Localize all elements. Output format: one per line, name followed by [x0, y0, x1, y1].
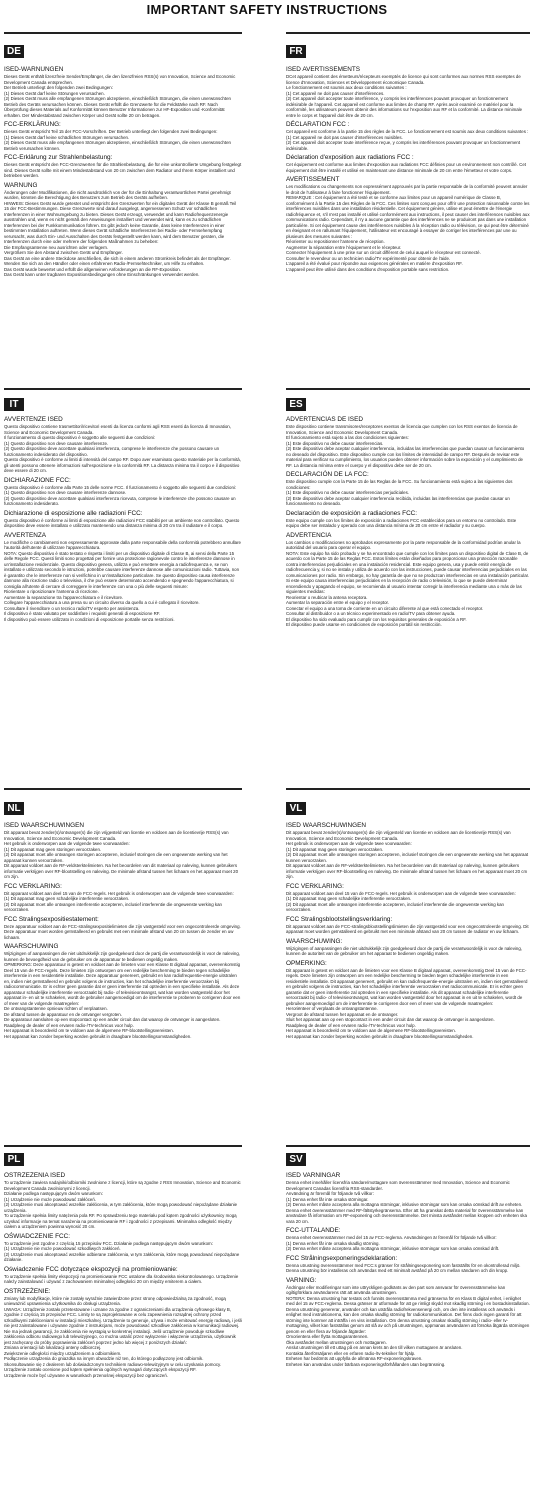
paragraph: To urządzenie zawiera nadajniki/odbiorniki zwolnione z licencji, które są zgodne z RSS Innovation, Science and Economic Development Canada zwolnionymi z licencji. Działanie podlega następującym dwóm warunkom: (1) Urządzenie nie może powodować zakłóceń. (2) Urządzenie musi akceptować wszelkie zakłócenia, w tym zakłócenia, które mogą powodować niepożądane działanie urządzenia. To urządzenie spełnia limity natężenia pola RF. Po sprawdzeniu tego materiału pod kątem zgodności użytkownicy mogą uzyskać informacje na temat narażenia na promieniowanie RF i zgodności z przepisami. Minimalna odległość między ciałem a urządzeniem powinna wynosić 20 cm.	[4, 1180, 241, 1229]
heading: FCC VERKLARING:	[286, 882, 344, 890]
column-it	[4, 416, 242, 718]
paragraph: Este equipo cumple con los límites de exposición a radiaciones FCC establecidos para un entorno no controlado. Este equipo debe ser instalado y operado con una distancia mínima de 20 cm entre el radiador y su cuerpo.	[286, 517, 517, 528]
section-divider	[4, 788, 242, 790]
column-sv	[286, 1172, 530, 1498]
heading: DÉCLARATION FCC :	[286, 121, 350, 128]
heading: DECLARACIÓN DE LA FCC:	[286, 471, 369, 478]
heading: FCC Stralingsexpositiestatement:	[4, 915, 99, 923]
paragraph: To urządzenie jest zgodne z częścią 15 przepisów FCC. Działanie podlega następującym dwóm warunkom: (1) Urządzenie nie może powodować szkodliwych zakłóceń. (2) Urządzenie musi akceptować wszelkie odbierane zakłócenia, w tym zakłócenia, które mogą powodować niepożądane działanie.	[4, 1240, 240, 1262]
section-divider	[286, 388, 530, 390]
heading: AVVERTENZA	[4, 531, 47, 539]
paragraph: Questo dispositivo contiene trasmettitori/ricevitori esenti da licenza conformi agli RSS esenti da licenza di Innovation, Science and Economic Development Canada. Il funzionamento di questo dispositivo è soggetto alle seguenti due condizioni: (1) Questo dispositivo non deve causare interferenze. (2) Questo dispositivo deve accettare qualsiasi interferenza, comprese le interferenze che possono causare un funzionamento indesiderato del dispositivo. Questo dispositivo è conforme ai limiti di intensità del campo RF. Dopo aver esaminato questo materiale per la conformità, gli utenti possono ottenere informazioni sull'esposizione e la conformità RF. La distanza minima tra il corpo e il dispositivo deve essere di 20 cm.	[4, 424, 241, 473]
page-title: IMPORTANT SAFETY INSTRUCTIONS	[146, 2, 388, 17]
language-badge-sv: SV	[286, 1153, 306, 1166]
heading: FCC-UTTALANDE:	[286, 1227, 341, 1234]
heading: ISED VARNINGAR	[286, 1172, 341, 1179]
section-divider	[4, 388, 242, 390]
section-divider	[286, 1145, 530, 1147]
heading: ISED AVERTISSEMENTS	[286, 66, 360, 73]
paragraph: Dit apparaat bevat zender(s)/ontvanger(s) die zijn vrijgesteld van licentie en voldoen aan de licentievrije RSS(s) van Innovation, Science and Economic Development Canada. Het gebruik is onderworpen aan de volgende twee voorwaarden: (1) Dit apparaat mag geen storingen veroorzaken. (2) Dit apparaat moet alle ontvangen storingen accepteren, inclusief storingen die een ongewenste werking van het apparaat kunnen veroorzaken. Dit apparaat voldoet aan de RF-veldsterktelimieten. Na het beoordelen van dit materiaal op naleving, kunnen gebruikers informatie verkrijgen over RF-blootstelling en naleving. De minimale afstand tussen het lichaam en het apparaat moet 20 cm zijn.	[286, 830, 529, 879]
column-pl	[4, 1172, 242, 1498]
heading: OSTRZEŻENIA ISED	[4, 1172, 66, 1179]
heading: ISED WAARSCHUWINGEN	[286, 822, 367, 829]
paragraph: To urządzenie spełnia limity ekspozycji na promieniowanie FCC ustalone dla środowiska niekontrolowanego. Urządzenie należy zainstalować i używać z zachowaniem minimalnej odległości 20 cm między emiterem a ciałem.	[4, 1273, 239, 1284]
heading: AVERTISSEMENT	[286, 176, 340, 183]
heading: WAARSCHUWING	[4, 943, 59, 950]
paragraph: DCet appareil contient des émetteurs/récepteurs exemptés de licence qui sont conformes aux normes RSS exemptes de licence d'Innovation, Sciences et Développement économique Canada. Le fonctionnement est soumis aux deux conditions suivantes : (1) Cet appareil ne doit pas causer d'interférences. (2) Cet appareil doit accepter toute interférence, y compris les interférences pouvant provoquer un fonctionnement indésirable de l'appareil. Cet appareil est conforme aux limites de champ RF. Après avoir examiné ce matériel pour la conformité, les utilisateurs peuvent obtenir des informations sur l'exposition aux RF et la conformité. La distance minimale entre le corps et l'appareil doit être de 20 cm.	[286, 74, 523, 118]
heading: ISED WAARSCHUWINGEN	[4, 822, 85, 829]
heading: OŚWIADCZENIE FCC:	[4, 1232, 71, 1240]
column-de	[4, 66, 242, 354]
column-vl	[286, 822, 530, 1122]
paragraph: Los cambios o modificaciones no aprobados expresamente por la parte responsable de la conformidad podrían anular la autoridad del usuario para operar el equipo. NOTA: Este equipo ha sido probado y se ha encontrado que cumple con los límites para un dispositivo digital de Clase B, de acuerdo con la Parte 15 de las Reglas FCC. Estos límites están diseñados para proporcionar una protección razonable contra interferencias perjudiciales en una instalación residencial. Este equipo genera, usa y puede emitir energía de radiofrecuencia y, si no se instala y utiliza de acuerdo con las instrucciones, puede causar interferencias perjudiciales en las comunicaciones por radio. Sin embargo, no hay garantía de que no se produzcan interferencias en una instalación particular. Si este equipo causa interferencias perjudiciales en la recepción de radio o televisión, lo que se puede determinar encendiendo y apagando el equipo, se recomienda al usuario intentar corregir la interferencia mediante una o más de las siguientes medidas: Reorientar o reubicar la antena receptora. Aumentar la separación entre el equipo y el receptor. Conectar el equipo a una toma de corriente en un circuito diferente al que está conectado el receptor. Consultar al distribuidor o a un técnico experimentado en radio/TV para obtener ayuda. El dispositivo ha sido evaluado para cumplir con los requisitos generales de exposición a RF. El dispositivo puede usarse en condiciones de exposición portátil sin restricción.	[286, 539, 530, 627]
heading: ADVERTENCIAS DE ISED	[286, 416, 363, 423]
language-badge-it: IT	[4, 398, 24, 411]
column-nl	[4, 822, 242, 1122]
paragraph: Deze apparatuur voldoet aan de FCC-stralingsexpositielimieten die zijn vastgesteld voor een ongecontroleerde omgeving. Deze apparatuur moet worden geïnstalleerd en gebruikt met een minimale afstand van 20 cm tussen de zender en uw lichaam.	[4, 923, 241, 940]
paragraph: Dit apparaat voldoet aan de FCC-stralingsblootstellingslimieten die zijn vastgesteld voor een ongecontroleerde omgeving. Dit apparaat moet worden geïnstalleerd en gebruikt met een minimale afstand van 20 cm tussen de radiator en uw lichaam.	[286, 923, 529, 934]
heading: FCC VERKLARING:	[4, 882, 62, 890]
paragraph: Dieses Gerät entspricht Teil 15 der FCC-Vorschriften. Der Betrieb unterliegt den folgenden zwei Bedingungen: (1) Dieses Gerät darf keine schädlichen Störungen verursachen. (2) Dieses Gerät muss alle empfangenen Störungen akzeptieren, einschließlich Störungen, die einen unerwünschten Betrieb verursachen können.	[4, 129, 231, 151]
paragraph: Questo dispositivo è conforme ai limiti di esposizione alle radiazioni FCC stabiliti per un ambiente non controllato. Questo dispositivo deve essere installato e utilizzato mantenendo una distanza minima di 20 cm tra il radiatore e il corpo.	[4, 517, 240, 528]
paragraph: Denna enhet innehåller licensfria sändare/mottagare som överensstämmer med Innovation, Science and Economic Development Canadas licensfria RSS-standarder. Användning är föremål för följande två villkor: (1) Denna enhet får inte orsaka störningar. (2) Denna enhet måste acceptera alla mottagna störningar, inklusive störningar som kan orsaka oönskad drift av enheten. Denna enhet överensstämmer med RF-fältstyrkegränserna. Efter att ha granskat detta material för överensstämmelse kan användare få information om RF-exponering och överensstämmelse. Det minsta avståndet mellan kroppen och enheten ska vara 20 cm.	[286, 1180, 527, 1224]
paragraph: Dit apparaat is getest en voldoet aan de limieten voor een Klasse B digitaal apparaat, overeenkomstig Deel 15 van de FCC-regels. Deze limieten zijn ontworpen om een redelijke bescherming te bieden tegen schadelijke interferentie in een residentiële installatie. Dit apparaat genereert, gebruikt en kan radiofrequentie-energie uitstralen en, indien niet geïnstalleerd en gebruikt volgens de instructies, kan het schadelijke interferentie veroorzaken met radiocommunicatie. Er is echter geen garantie dat er geen interferentie zal optreden in een specifieke installatie. Als dit apparaat schadelijke interferentie veroorzaakt bij radio- of televisieontvangst, wat kan worden vastgesteld door het apparaat in en uit te schakelen, wordt de gebruiker aangemoedigd om de interferentie te corrigeren door een of meer van de volgende maatregelen: Heroriënteer of verplaats de ontvangstantenne. Vergroot de afstand tussen het apparaat en de ontvanger. Sluit het apparaat aan op een stopcontact in een ander circuit dan dat waarop de ontvanger is aangesloten. Raadpleeg de dealer of een ervaren radio-/TV-technicus voor hulp. Het apparaat is beoordeeld om te voldoen aan de algemene RF-blootstellingsvereisten. Het apparaat kan zonder beperking worden gebruikt in draagbare blootstellingsomstandigheden.	[286, 967, 528, 1039]
heading: OSTRZEŻENIE:	[4, 1287, 51, 1295]
paragraph: Le modifiche o cambiamenti non espressamente approvate dalla parte responsabile della conformità potrebbero annullare l'autorità dell'utente di utilizzare l'apparecchiatura. NOTA: Questo dispositivo è stato testato e rispetta i limiti per un dispositivo digitale di Classe B, ai sensi della Parte 15 delle Regole FCC. Questi limiti sono progettati per fornire una protezione ragionevole contro le interferenze dannose in un'installazione residenziale. Questo dispositivo genera, utilizza e può emettere energia a radiofrequenza e, se non installato e utilizzato secondo le istruzioni, potrebbe causare interferenze dannose alle comunicazioni radio. Tuttavia, non è garantito che le interferenze non si verifichino in un'installazione particolare. Se questo dispositivo causa interferenze dannose alla ricezione radio o televisiva, il che può essere determinato accendendo e spegnendo l'apparecchiatura, si consiglia all'utente di cercare di correggere le interferenze con una o più delle seguenti misure: Riorientare o riposizionare l'antenna di ricezione. Aumentare la separazione tra l'apparecchiatura e il ricevitore. Collegare l'apparecchiatura a una presa su un circuito diverso da quello a cui è collegato il ricevitore. Consultare il rivenditore o un tecnico radio/TV esperto per assistenza. Il dispositivo è stato valutato per soddisfare i requisiti generali di esposizione RF. Il dispositivo può essere utilizzato in condizioni di esposizione portatile senza restrizioni.	[4, 539, 241, 622]
heading: Declaración de exposición a radiaciones FCC:	[286, 509, 418, 517]
paragraph: Dit apparaat voldoet aan deel 15 van de FCC-regels. Het gebruik is onderworpen aan de volgende twee voorwaarden: (1) Dit apparaat mag geen schadelijke interferentie veroorzaken. (2) Dit apparaat moet alle ontvangen interferentie accepteren, inclusief interferentie die ongewenste werking kan veroorzaken.	[286, 890, 516, 912]
column-es	[286, 416, 530, 718]
paragraph: Denna enhet överensstämmer med del 15 av FCC-reglerna. Användningen är föremål för följande två villkor: (1) Denna enhet får inte orsaka skadlig störning. (2) Denna enhet måste acceptera alla mottagna störningar, inklusive störningar som kan orsaka oönskad drift.	[286, 1235, 500, 1251]
language-badge-vl: VL	[286, 802, 306, 815]
heading: Déclaration d'exposition aux radiations FCC :	[286, 154, 414, 161]
heading: ISED-WARNUNGEN	[4, 66, 64, 73]
section-divider	[4, 32, 242, 34]
section-divider	[4, 1145, 242, 1147]
heading: AVVERTENZE ISED	[4, 416, 63, 423]
language-badge-pl: PL	[4, 1153, 24, 1166]
heading: VARNING:	[286, 1276, 317, 1284]
paragraph: Ändringar eller modifieringar som inte uttryckligen godkänts av den part som ansvarar för överensstämmelse kan ogiltigförklara användarens rätt att använda utrustningen. NOTERA: Denna utrustning har testats och funnits överensstämma med gränserna för en Klass B digital enhet, i enlighet med del 15 av FCC-reglerna. Dessa gränser är utformade för att ge rimligt skydd mot skadlig störning i en bostadsinstallation. Denna utrustning genererar, använder och kan utstråla radiofrekvensenergi och, om den inte installeras och används i enlighet med instruktionerna, kan den orsaka skadlig störning för radiokommunikation. Det finns dock ingen garanti för att störning inte kommer att inträffa i en viss installation. Om denna utrustning orsakar skadlig störning i radio- eller tv-mottagning, vilket kan fastställas genom att slå av och på utrustningen, uppmanas användaren att försöka åtgärda störningen genom en eller flera av följande åtgärder: Omorientera eller flytta mottagarantennen. Öka avståndet mellan utrustningen och mottagaren. Anslut utrustningen till ett uttag på en annan krets än den till vilken mottagaren är ansluten. Kontakta återförsäljaren eller en erfaren radio-/tv-tekniker för hjälp. Enheten har bedömts att uppfylla de allmänna RF-exponeringskraven. Enheten kan användas under bärbara exponeringsförhållanden utan begränsning.	[286, 1284, 530, 1367]
paragraph: Dieses Gerät entspricht den FCC-Grenzwerten für die Strahlenbelastung, die für eine unkontrollierte Umgebung festgelegt sind. Dieses Gerät sollte mit einem Mindestabstand von 20 cm zwischen dem Radiator und Ihrem Körper installiert und betrieben werden.	[4, 162, 242, 178]
heading: WAARSCHUWING:	[286, 937, 343, 945]
heading: DICHIARAZIONE FCC:	[4, 476, 71, 484]
language-badge-de: DE	[4, 45, 24, 58]
heading: FCC-Erklärung zur Strahlenbelastung:	[4, 154, 113, 161]
heading: Oświadczenie FCC dotyczące ekspozycji na promieniowanie:	[4, 1265, 178, 1273]
paragraph: Zmiany lub modyfikacje, które nie zostały wyraźnie zatwierdzone przez stronę odpowiedzialną za zgodność, mogą unieważnić uprawnienia użytkownika do obsługi urządzenia. UWAGA: Urządzenie zostało przetestowane i uznane za zgodne z ograniczeniami dla urządzenia cyfrowego klasy B, zgodnie z częścią 15 przepisów FCC. Limity te są zaprojektowane w celu zapewnienia rozsądnej ochrony przed szkodliwymi zakłóceniami w instalacji mieszkalnej. Urządzenie to generuje, używa i może emitować energię radiową, i jeśli nie jest zainstalowane i używane zgodnie z instrukcjami, może powodować szkodliwe zakłócenia w komunikacji radiowej. Nie ma jednak gwarancji, że zakłócenia nie wystąpią w konkretnej instalacji. Jeśli urządzenie powoduje szkodliwe zakłócenia odbioru radiowego lub telewizyjnego, co można ustalić przez wyłączenie i włączenie urządzenia, użytkownik jest zachęcany do próby poprawienia zakłóceń poprzez jedno lub więcej z poniższych działań: Zmiana orientacji lub lokalizacji anteny odbiorczej. Zwiększenie odległości między urządzeniem a odbiornikiem. Podłączenie urządzenia do gniazdka na innym obwodzie niż ten, do którego podłączony jest odbiornik. Skonsultowanie się z dealerem lub doświadczonym technikiem radiowo-telewizyjnym w celu uzyskania pomocy. Urządzenie zostało ocenione pod kątem spełnienia ogólnych wymagań dotyczących ekspozycji RF. Urządzenie może być używane w warunkach przenośnej ekspozycji bez ograniczeń.	[4, 1295, 242, 1378]
paragraph: Änderungen oder Modifikationen, die nicht ausdrücklich von der für die Einhaltung verantwortlichen Partei genehmigt wurden, könnten die Berechtigung des Benutzers zum Betrieb des Geräts aufheben. HINWEIS: Dieses Gerät wurde getestet und entspricht den Grenzwerten für ein digitales Gerät der Klasse B gemäß Teil 15 der FCC-Bestimmungen. Diese Grenzwerte sind darauf ausgelegt, angemessenen Schutz vor schädlichen Interferenzen in einer Wohnumgebung zu bieten. Dieses Gerät erzeugt, verwendet und kann Radiofrequenzenergie ausstrahlen und, wenn es nicht gemäß den Anweisungen installiert und verwendet wird, kann es zu schädlichen Interferenzen bei der Funkkommunikation führen. Es gibt jedoch keine Garantie, dass keine Interferenzen in einer bestimmten Installation auftreten. Wenn dieses Gerät schädliche Interferenzen bei Radio- oder Fernsehempfang verursacht, was durch Ein- und Ausschalten des Geräts festgestellt werden kann, wird dem Benutzer geraten, die Interferenzen durch eine oder mehrere der folgenden Maßnahmen zu beheben: Die Empfangsantenne neu ausrichten oder verlagern. Vergrößern Sie den Abstand zwischen Gerät und Empfänger. Das Gerät an eine andere Steckdose anschließen, die sich in einem anderen Stromkreis befindet als der Empfänger. Wenden Sie sich an den Händler oder einen erfahrenen Radio-/Fernsehtechniker, um Hilfe zu erhalten. Das Gerät wurde bewertet und erfüllt die allgemeinen Anforderungen an die RF-Exposition. Das Gerät kann unter tragbaren Expositionsbedingungen ohne Einschränkungen verwendet werden.	[4, 189, 237, 277]
paragraph: Este dispositivo cumple con la Parte 15 de las Reglas de la FCC. Su funcionamiento está sujeto a las siguientes dos condiciones: (1) Este dispositivo no debe causar interferencias perjudiciales. (2) Este dispositivo debe aceptar cualquier interferencia recibida, incluidas las interferencias que puedan causar un funcionamiento no deseado.	[286, 479, 513, 506]
paragraph: Este dispositivo contiene transmisores/receptores exentos de licencia que cumplen con los RSS exentos de licencia de Innovation, Science and Economic Development Canada. El funcionamiento está sujeto a las dos condiciones siguientes: (1) Este dispositivo no debe causar interferencias. (2) Este dispositivo debe aceptar cualquier interferencia, incluidas las interferencias que puedan causar un funcionamiento no deseado del dispositivo. Este dispositivo cumple con los límites de intensidad de campo RF. Después de revisar este material para verificar su cumplimiento, los usuarios pueden obtener información sobre la exposición y el cumplimiento de RF. La distancia mínima entre el cuerpo y el dispositivo debe ser de 20 cm.	[286, 424, 525, 468]
language-badge-nl: NL	[4, 802, 24, 815]
paragraph: Cet équipement est conforme aux limites d'exposition aux radiations FCC définies pour un environnement non contrôlé. Cet équipement doit être installé et utilisé en maintenant une distance minimale de 20 cm entre l'émetteur et votre corps.	[286, 162, 527, 173]
paragraph: Cet appareil est conforme à la partie 15 des règles de la FCC. Le fonctionnement est soumis aux deux conditions suivantes : (1) Cet appareil ne doit pas causer d'interférences nuisibles. (2) Cet appareil doit accepter toute interférence reçue, y compris les interférences pouvant provoquer un fonctionnement indésirable.	[286, 129, 529, 151]
section-divider	[286, 788, 530, 790]
heading: FCC Strålningsexponeringsdeklaration:	[286, 1254, 398, 1262]
language-badge-fr: FR	[286, 45, 306, 58]
paragraph: Wijzigingen of aanpassingen die niet uitdrukkelijk zijn goedgekeurd door de partij die verantwoordelijk is voor de naleving, kunnen de bevoegdheid van de gebruiker om de apparatuur te bedienen ongeldig maken. OPMERKING: Deze apparatuur is getest en voldoet aan de limieten voor een Klasse B digitaal apparaat, overeenkomstig Deel 15 van de FCC-regels. Deze limieten zijn ontworpen om een redelijke bescherming te bieden tegen schadelijke interferentie in een residentiële installatie. Deze apparatuur genereert, gebruikt en kan radiofrequentie-energie uitstralen en, indien niet geïnstalleerd en gebruikt volgens de instructies, kan het schadelijke interferentie veroorzaken bij radiocommunicatie. Er is echter geen garantie dat er geen interferentie zal optreden in een specifieke installatie. Als deze apparatuur schadelijke interferentie veroorzaakt bij radio- of televisieontvangst, wat kan worden vastgesteld door het apparaat in- en uit te schakelen, wordt de gebruiker aangemoedigd om de interferentie te proberen te corrigeren door een of meer van de volgende maatregelen: De ontvangstantenne opnieuw richten of verplaatsen. De afstand tussen de apparatuur en de ontvanger vergroten. De apparatuur aansluiten op een stopcontact op een ander circuit dan dat waarop de ontvanger is aangesloten. Raadpleeg de dealer of een ervaren radio-/TV-technicus voor hulp. Het apparaat is beoordeeld om te voldoen aan de algemene RF-blootstellingsvereisten. Het apparaat kan zonder beperking worden gebruikt in draagbare blootstellingsomstandigheden.	[4, 951, 241, 1039]
paragraph: Les modifications ou changements non expressément approuvés par la partie responsable de la conformité peuvent annuler le droit de l'utilisateur à faire fonctionner l'équipement. REMARQUE : Cet équipement a été testé et se conforme aux limites pour un appareil numérique de Classe B, conformément à la Partie 15 des Règles de la FCC. Ces limites sont conçues pour offrir une protection raisonnable contre les interférences nuisibles dans une installation résidentielle. Cet équipement génère, utilise et peut émettre de l'énergie radiofréquence et, s'il n'est pas installé et utilisé conformément aux instructions, il peut causer des interférences nuisibles aux communications radio. Cependant, il n'y a aucune garantie que des interférences ne se produiront pas dans une installation particulière. Si cet équipement cause des interférences nuisibles à la réception radio ou télévision, ce qui peut être déterminé en éteignant et en rallumant l'équipement, l'utilisateur est encouragé à essayer de corriger les interférences par une ou plusieurs des mesures suivantes : Réorienter ou repositionner l'antenne de réception. Augmenter la séparation entre l'équipement et le récepteur. Connecter l'équipement à une prise sur un circuit différent de celui auquel le récepteur est connecté. Consulter le revendeur ou un technicien radio/TV expérimenté pour obtenir de l'aide. L'appareil a été évalué pour répondre aux exigences générales en matière d'exposition RF. L'appareil peut être utilisé dans des conditions d'exposition portable sans restriction.	[286, 184, 530, 272]
heading: ADVERTENCIA	[286, 531, 332, 539]
heading: OPMERKING:	[286, 959, 327, 967]
paragraph: Dieses Gerät enthält lizenzfreie Sender/Empfänger, die den lizenzfreien RSS(s) von Innovation, Science and Economic Development Canada entsprechen. Der Betrieb unterliegt den folgenden zwei Bedingungen: (1) Dieses Gerät darf keine Störungen verursachen. (2) Dieses Gerät muss alle empfangenen Störungen akzeptieren, einschließlich Störungen, die einen unerwünschten Betrieb des Geräts verursachen können. Dieses Gerät erfüllt die Grenzwerte für die Feldstärke nach RF. Nach Überprüfung dieses Materials auf Konformität können Benutzer Informationen zur HF-Exposition und -Konformität erhalten. Der Mindestabstand zwischen Körper und Gerät sollte 20 cm betragen.	[4, 74, 236, 118]
column-fr	[286, 66, 530, 354]
heading: WARNUNG	[4, 181, 38, 189]
paragraph: Wijzigingen of aanpassingen die niet uitdrukkelijk zijn goedgekeurd door de partij die verantwoordelijk is voor de naleving, kunnen de autoriteit van de gebruiker om het apparaat te bedienen ongeldig maken.	[286, 945, 523, 956]
section-divider	[286, 32, 530, 34]
heading: FCC Stralingsblootstellingsverklaring:	[286, 915, 393, 923]
paragraph: Dit apparaat voldoet aan deel 15 van de FCC-regels. Het gebruik is onderworpen aan de volgende twee voorwaarden: (1) Dit apparaat mag geen schadelijke interferentie veroorzaken. (2) Dit apparaat moet alle ontvangen interferentie accepteren, inclusief interferentie die ongewenste werking kan veroorzaken.	[4, 890, 234, 912]
paragraph: Dit apparaat bevat zender(s)/ontvanger(s) die zijn vrijgesteld van licentie en voldoen aan de licentievrije RSS(s) van Innovation, Science and Economic Development Canada. Het gebruik is onderworpen aan de volgende twee voorwaarden: (1) Dit apparaat mag geen storingen veroorzaken. (2) Dit apparaat moet alle ontvangen storingen accepteren, inclusief storingen die een ongewenste werking van het apparaat kunnen veroorzaken. Dit apparaat voldoet aan de RF-veldsterktelimieten. Na het beoordelen van dit materiaal op naleving, kunnen gebruikers informatie verkrijgen over RF-blootstelling en naleving. De minimale afstand tussen het lichaam en het apparaat moet 20 cm zijn.	[4, 830, 239, 879]
language-badge-es: ES	[286, 398, 306, 411]
heading: Dichiarazione di esposizione alle radiazioni FCC:	[4, 509, 143, 517]
paragraph: Questo dispositivo è conforme alla Parte 15 delle norme FCC. Il funzionamento è soggetto alle seguenti due condizioni: (1) Questo dispositivo non deve causare interferenze dannose. (2) Questo dispositivo deve accettare qualsiasi interferenza ricevuta, comprese le interferenze che possono causare un funzionamento indesiderato.	[4, 484, 237, 506]
paragraph: Denna utrustning överensstämmer med FCC:s gränser för strålningsexponering som fastställts för en okontrollerad miljö. Denna utrustning bör installeras och användas med ett minimalt avstånd på 20 cm mellan sändaren och din kropp.	[286, 1262, 521, 1273]
heading: FCC-ERKLÄRUNG:	[4, 121, 61, 128]
